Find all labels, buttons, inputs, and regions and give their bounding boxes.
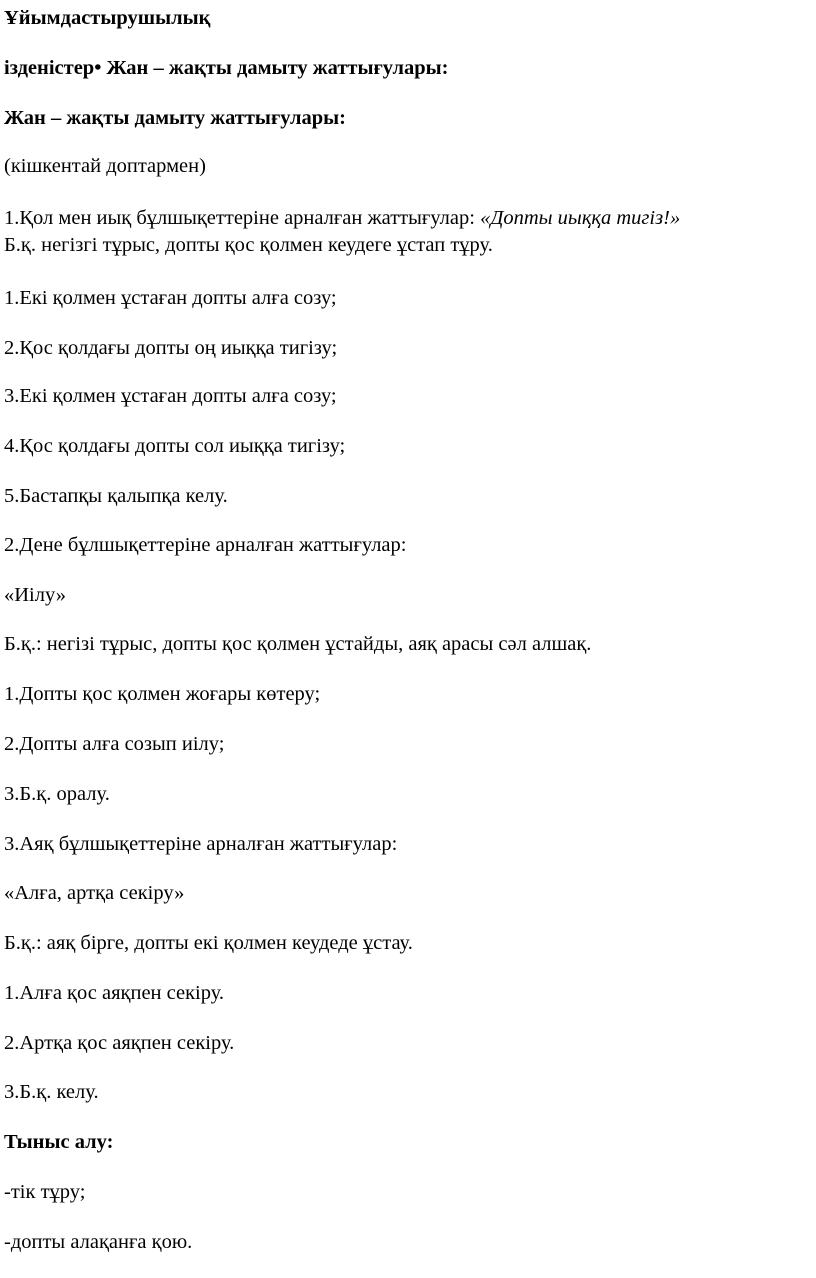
section1-step-1: 1.Екі қолмен ұстаған допты алға созу; <box>4 287 337 309</box>
breathing-step-1: -тік тұру; <box>4 1181 86 1203</box>
heading-line-2-title: Жан – жақты дамыту жаттығулары: <box>101 57 449 79</box>
section3-step-3: 3.Б.қ. келу. <box>4 1081 99 1103</box>
section1-step-5: 5.Бастапқы қалыпқа келу. <box>4 485 228 507</box>
section1-step-3: 3.Екі қолмен ұстаған допты алға созу; <box>4 385 337 407</box>
section1-step-4: 4.Қос қолдағы допты сол иыққа тигізу; <box>4 435 346 457</box>
section3-intro: 3.Аяқ бұлшықеттеріне арналған жаттығулар: <box>4 833 398 855</box>
section1-exercise-name: «Допты иыққа тигіз!» <box>480 207 681 229</box>
section1-step-2: 2.Қос қолдағы допты оң иыққа тигізу; <box>4 337 338 359</box>
section3-step-2: 2.Артқа қос аяқпен секіру. <box>4 1032 235 1054</box>
note-text: (кішкентай доптармен) <box>4 155 206 177</box>
breathing-step-2: -допты алақанға қою. <box>4 1231 193 1253</box>
section2-exercise-name: «Иілу» <box>4 584 66 606</box>
subheading: Жан – жақты дамыту жаттығулары: <box>4 107 346 129</box>
section2-start-position: Б.қ.: негізі тұрыс, допты қос қолмен ұстайды, аяқ арасы сәл алшақ. <box>4 633 592 655</box>
bullet-icon: • <box>94 57 102 79</box>
section3-start-position: Б.қ.: аяқ бірге, допты екі қолмен кеудеде ұстау. <box>4 932 413 954</box>
section1-intro-text: 1.Қол мен иық бұлшықеттеріне арналған жаттығулар: <box>4 207 481 229</box>
section1-start-position: Б.қ. негізгі тұрыс, допты қос қолмен кеудеге ұстап тұру. <box>4 234 493 256</box>
heading-line-1: Ұйымдастырушылық <box>4 7 211 29</box>
section2-step-3: 3.Б.қ. оралу. <box>4 783 110 805</box>
section3-exercise-name: «Алға, артқа секіру» <box>4 882 185 904</box>
breathing-title: Тыныс алу: <box>4 1131 114 1153</box>
heading-line-2-text: ізденістер <box>4 57 95 79</box>
section2-step-2: 2.Допты алға созып иілу; <box>4 733 225 755</box>
section2-intro: 2.Дене бұлшықеттеріне арналған жаттығулар: <box>4 534 407 556</box>
section2-step-1: 1.Допты қос қолмен жоғары көтеру; <box>4 683 321 705</box>
section1-intro <box>4 206 680 230</box>
section3-step-1: 1.Алға қос аяқпен секіру. <box>4 982 225 1004</box>
heading-line-2 <box>4 56 449 80</box>
